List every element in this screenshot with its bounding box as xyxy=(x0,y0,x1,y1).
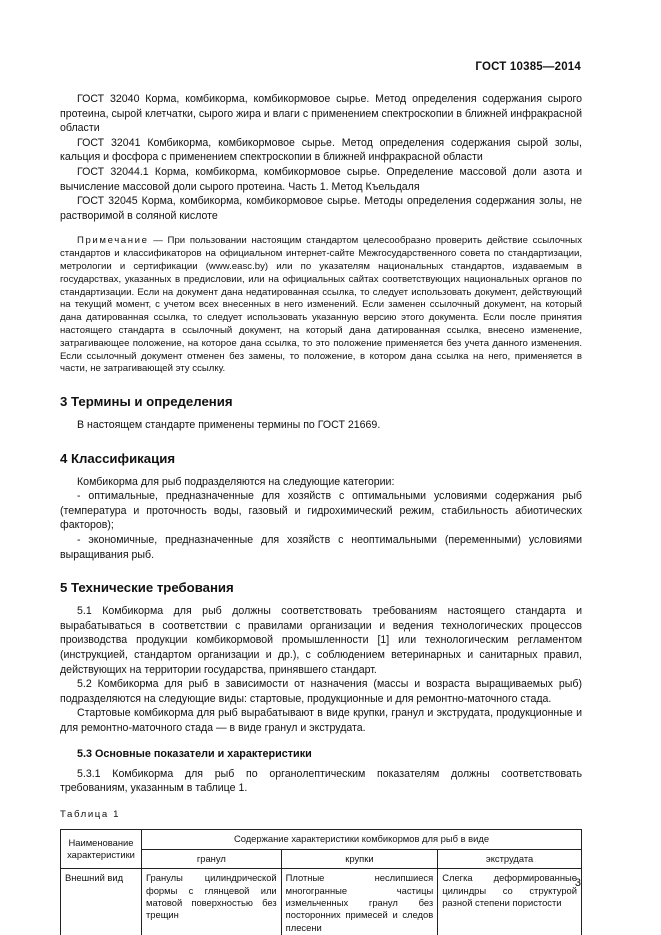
table-cell-extrudate: Слегка деформированные цилиндры со структурой разной степени пористости xyxy=(438,869,582,935)
table-cell-granules: Гранулы цилиндрической формы с глянцевой или матовой поверхностью без трещин xyxy=(142,869,282,935)
table-header-name: Наименование характеристики xyxy=(61,830,142,869)
table-row xyxy=(61,869,582,935)
subsection-5-3-heading: 5.3 Основные показатели и характеристики xyxy=(77,747,312,760)
note-label: Примечание xyxy=(77,235,149,247)
table-header-row xyxy=(61,830,582,849)
reference-item: ГОСТ 32045 Корма, комбикорма, комбикормовое сырье. Методы определения содержания золы, не растворимой в соляной кислоте xyxy=(60,195,582,222)
section-5-heading: 5 Технические требования xyxy=(60,580,234,596)
clause-5-2-continued: Стартовые комбикорма для рыб вырабатывают в виде крупки, гранул и экструдата, продукционные и для ремонтно-маточного стада — в виде гранул и экструдата. xyxy=(60,707,582,735)
clause-5-2: 5.2 Комбикорма для рыб в зависимости от назначения (массы и возраста выращиваемых рыб) подразделяются на следующие виды: стартовые, продукционные и для ремонтно-маточного стада. xyxy=(60,678,582,705)
note-paragraph xyxy=(60,235,582,376)
note-text: — При пользовании настоящим стандартом целесообразно проверить действие ссылочных стандартов и классификаторов на официальном интернет-сайте Межгосударственного совета по стандартизации, метрологии и сертификации (www.easc.by) или по указателям национальных стандартов, издаваемым в государствах, указанных в предисловии, или на официальных сайтах соответствующих национальных органов по стандартизации. Если на документ дана недатированная ссылка, то следует использовать документ, действующий на текущий момент, с учетом всех внесенных в него изменений. Если заменен ссылочный документ, на который дана датированная ссылка, то следует использовать указанную версию этого документа. Если после принятия настоящего стандарта в ссылочный документ, на который дана датированная ссылка, внесено изменение, затрагивающее положение, на которое дана ссылка, то это положение применяется без учета данного изменения. Если ссылочный документ отменен без замены, то положение, в котором дана ссылка на него, применяется в части, не затрагивающей эту ссылку. xyxy=(60,235,582,375)
page-content xyxy=(60,92,582,935)
clause-5-3-1: 5.3.1 Комбикорма для рыб по органолептическим показателям должны соответствовать требованиям, указанным в таблице 1. xyxy=(60,767,582,795)
clause-5-1: 5.1 Комбикорма для рыб должны соответствовать требованиям настоящего стандарта и вырабатываться в соответствии с правилами организации и ведения технологических процессов производства продукции комбикормовой промышленности [1] или технологическим регламентом (инструкцией, стандартом организации и др.), с соблюдением ветеринарных и санитарных правил, действующих на территории государства, принявшего стандарт. xyxy=(60,605,582,676)
classification-item: - оптимальные, предназначенные для хозяйств с оптимальными условиями содержания рыб (температура и проточность воды, газовый и гидрохимический режим, стабильность абиотических факторов); xyxy=(60,490,582,532)
table-header-group: Содержание характеристики комбикормов для рыб в виде xyxy=(142,830,582,849)
table-caption: Таблица 1 xyxy=(60,808,121,820)
classification-item: - экономичные, предназначенные для хозяйств с неоптимальными (переменными) условиями выращивания рыб. xyxy=(60,534,582,561)
table-cell-characteristic: Внешний вид xyxy=(61,869,142,935)
reference-item: ГОСТ 32044.1 Корма, комбикорма, комбикормовое сырье. Определение массовой доли азота и вычисление массовой доли сырого протеина. Часть 1. Метод Къельдаля xyxy=(60,165,582,193)
section-3-heading: 3 Термины и определения xyxy=(60,394,233,410)
reference-item: ГОСТ 32041 Комбикорма, комбикормовое сырье. Метод определения содержания сырой золы, кальция и фосфора с применением спектроскопии в ближней инфракрасной области xyxy=(60,136,582,164)
table-subheader-crumbs: крупки xyxy=(281,849,438,868)
page-number: 3 xyxy=(574,877,581,889)
table-cell-crumbs: Плотные неслипшиеся многогранные частицы измельченных гранул без посторонних примесей и следов плесени xyxy=(281,869,438,935)
table-subheader-granules: гранул xyxy=(142,849,282,868)
section-3-text: В настоящем стандарте применены термины по ГОСТ 21669. xyxy=(77,419,381,432)
table-1 xyxy=(60,829,582,935)
table-subheader-extrudate: экструдата xyxy=(438,849,582,868)
section-4-intro: Комбикорма для рыб подразделяются на следующие категории: xyxy=(77,475,395,488)
reference-item: ГОСТ 32040 Корма, комбикорма, комбикормовое сырье. Метод определения содержания сырого протеина, сырой клетчатки, сырого жира и влаги с применением спектроскопии в ближней инфракрасной области xyxy=(60,93,582,135)
document-code: ГОСТ 10385—2014 xyxy=(475,61,581,73)
section-4-heading: 4 Классификация xyxy=(60,450,176,466)
